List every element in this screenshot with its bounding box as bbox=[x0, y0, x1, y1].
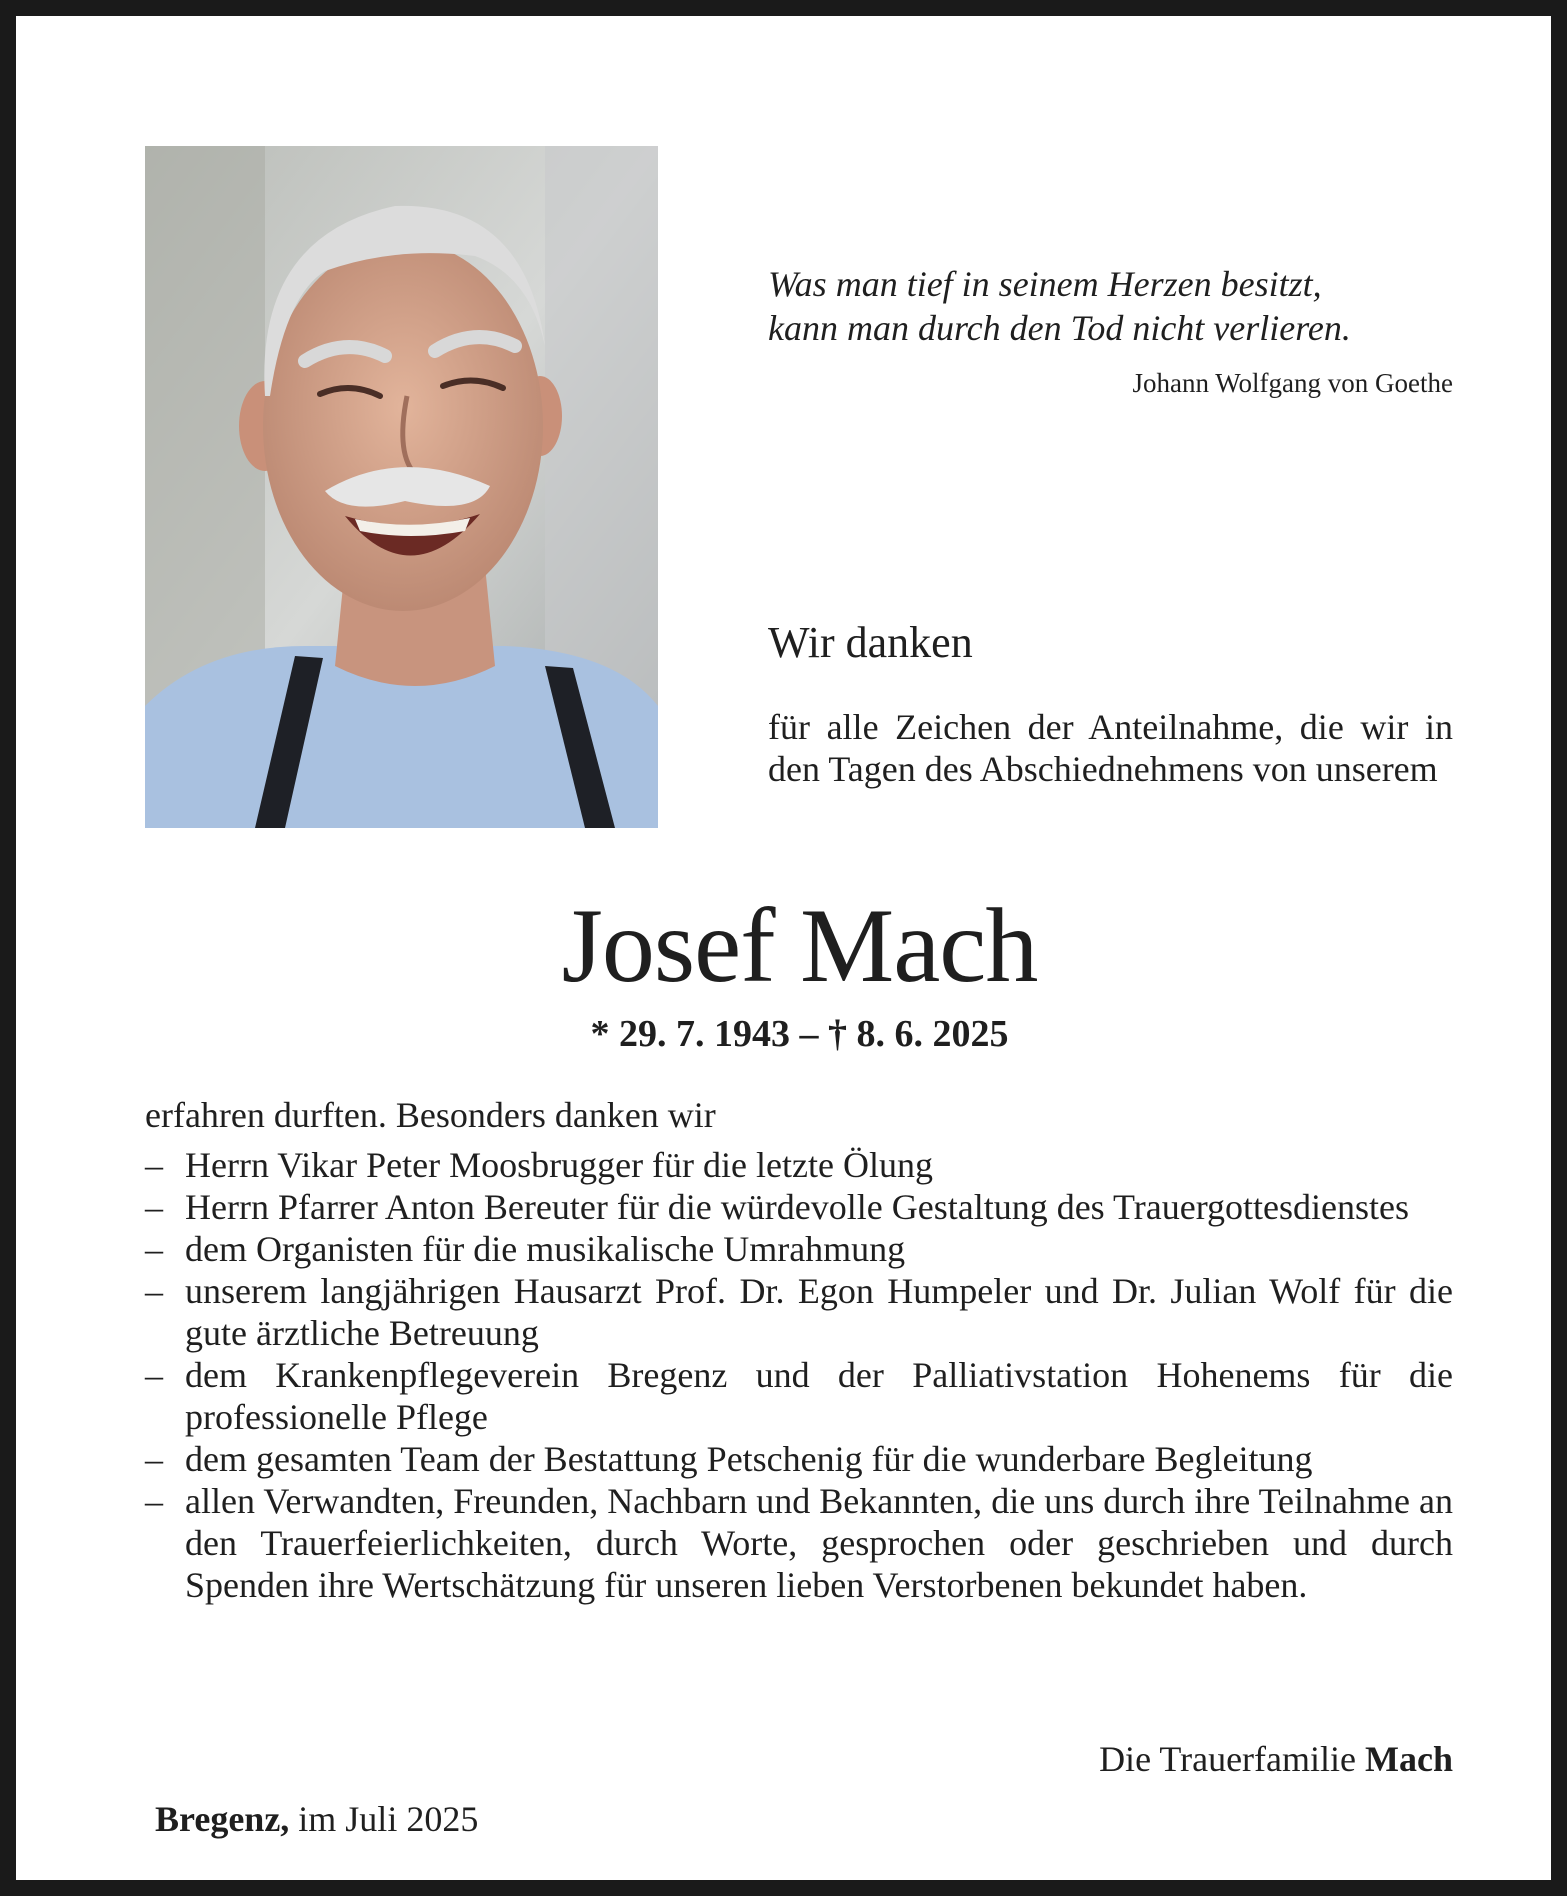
list-item-text: allen Verwandten, Freunden, Nachbarn und Bekannten, die uns durch ihre Teilnahme an den Trauerfeierlichkeiten, durch Worte, gesprochen oder geschrieben und durch Spenden ihre Wertschätzung für unseren lieben Verstorbenen bekundet haben. bbox=[185, 1481, 1453, 1605]
list-item bbox=[145, 1480, 1453, 1606]
list-item-text: dem Organisten für die musikalische Umrahmung bbox=[185, 1229, 906, 1269]
date: im Juli 2025 bbox=[298, 1799, 479, 1839]
list-item-text: dem Krankenpflegeverein Bregenz und der Palliativstation Hohenems für die professionelle Pflege bbox=[185, 1355, 1453, 1437]
quote bbox=[768, 262, 1453, 350]
place-date bbox=[155, 1797, 478, 1841]
list-item-text: Herrn Vikar Peter Moosbrugger für die letzte Ölung bbox=[185, 1145, 933, 1185]
portrait-photo bbox=[145, 146, 658, 828]
list-item-text: unserem langjährigen Hausarzt Prof. Dr. Egon Humpeler und Dr. Julian Wolf für die gute ärztliche Betreuung bbox=[185, 1271, 1453, 1353]
list-item-text: dem gesamten Team der Bestattung Petschenig für die wunderbare Begleitung bbox=[185, 1439, 1313, 1479]
signature-family-name: Mach bbox=[1365, 1739, 1453, 1779]
list-dash: – bbox=[145, 1439, 163, 1479]
list-dash: – bbox=[145, 1187, 163, 1227]
list-item-text: Herrn Pfarrer Anton Bereuter für die würdevolle Gestaltung des Trauergottesdienstes bbox=[185, 1187, 1410, 1227]
list-item bbox=[145, 1186, 1453, 1228]
list-dash: – bbox=[145, 1481, 163, 1521]
quote-line-2: kann man durch den Tod nicht verlieren. bbox=[768, 308, 1351, 348]
body-intro: erfahren durften. Besonders danken wir bbox=[145, 1095, 716, 1135]
place: Bregenz, bbox=[155, 1799, 290, 1839]
list-item bbox=[145, 1270, 1453, 1354]
deceased-name: Josef Mach bbox=[561, 887, 1038, 1004]
list-item bbox=[145, 1228, 1453, 1270]
list-dash: – bbox=[145, 1355, 163, 1395]
signature-prefix: Die Trauerfamilie bbox=[1099, 1739, 1357, 1779]
list-dash: – bbox=[145, 1229, 163, 1269]
thanks-heading: Wir danken bbox=[768, 618, 973, 667]
list-item bbox=[145, 1144, 1453, 1186]
life-dates: * 29. 7. 1943 – † 8. 6. 2025 bbox=[590, 1013, 1009, 1055]
list-item bbox=[145, 1354, 1453, 1438]
quote-line-1: Was man tief in seinem Herzen besitzt, bbox=[768, 264, 1322, 304]
thanks-intro: für alle Zeichen der Anteilnahme, die wir in den Tagen des Abschiednehmens von unserem bbox=[768, 707, 1453, 789]
signature bbox=[768, 1737, 1453, 1781]
thanks-list bbox=[145, 1144, 1453, 1606]
quote-author: Johann Wolfgang von Goethe bbox=[1132, 368, 1453, 398]
list-item bbox=[145, 1438, 1453, 1480]
list-dash: – bbox=[145, 1145, 163, 1185]
list-dash: – bbox=[145, 1271, 163, 1311]
portrait-illustration bbox=[145, 146, 658, 828]
